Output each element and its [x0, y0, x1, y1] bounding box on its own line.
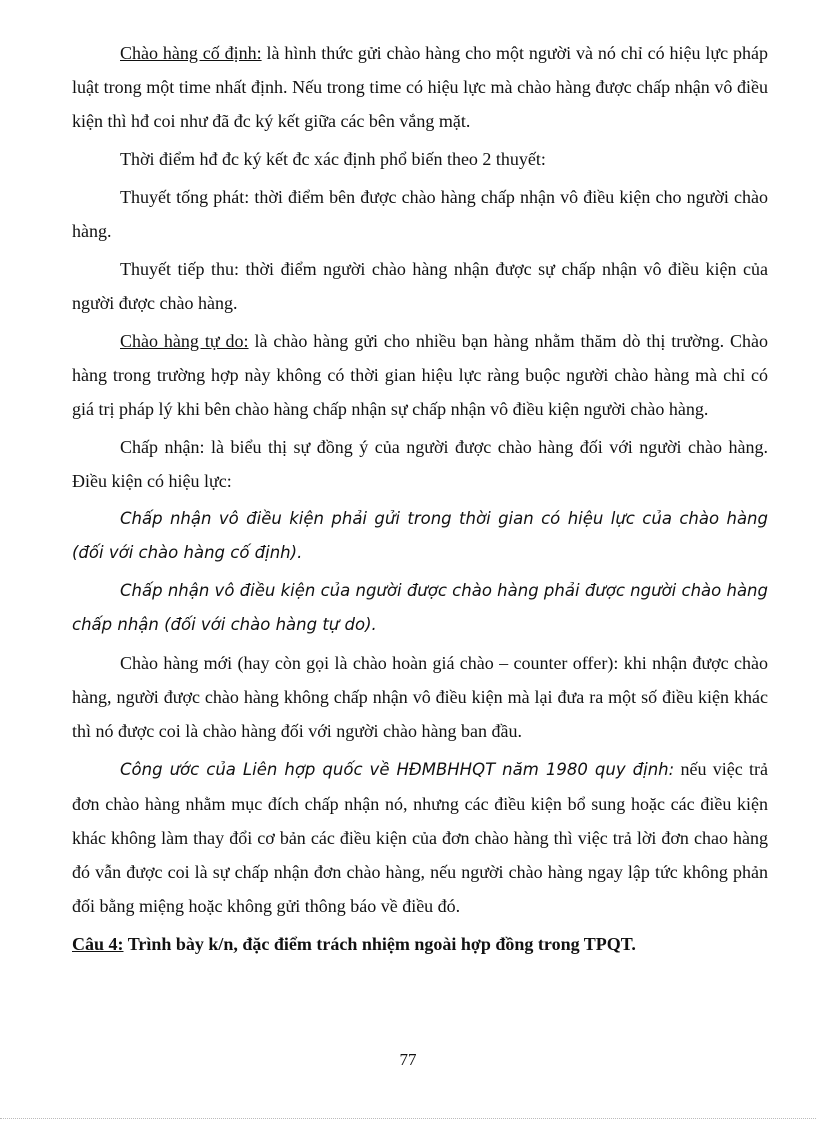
document-page	[72, 36, 768, 961]
paragraph-acceptance-condition-1: Chấp nhận vô điều kiện phải gửi trong thời gian có hiệu lực của chào hàng (đối với chào hàng cố định).	[72, 509, 768, 562]
paragraph-convention	[72, 752, 768, 923]
question-label: Câu 4:	[72, 934, 124, 954]
paragraph-counter-offer: Chào hàng mới (hay còn gọi là chào hoàn giá chào – counter offer): khi nhận được chào hàng, người được chào hàng không chấp nhận vô điều kiện mà lại đưa ra một số điều kiện khác thì nó được coi là chào hàng đối với người chào hàng ban đầu.	[72, 653, 768, 741]
free-offer-text: là chào hàng gửi cho nhiều bạn hàng nhằm thăm dò thị trường. Chào hàng trong trường hợp này không có thời gian hiệu lực ràng buộc người chào hàng mà chỉ có giá trị pháp lý khi bên chào hàng chấp nhận sự chấp nhận vô điều kiện người chào hàng.	[72, 331, 769, 419]
paragraph-acceptance: Chấp nhận: là biểu thị sự đồng ý của người được chào hàng đối với người chào hàng. Điều kiện có hiệu lực:	[72, 437, 768, 491]
paragraph-dispatch-theory: Thuyết tống phát: thời điểm bên được chào hàng chấp nhận vô điều kiện cho người chào hàng.	[72, 187, 768, 241]
paragraph-contract-time: Thời điểm hđ đc ký kết đc xác định phổ biến theo 2 thuyết:	[120, 149, 546, 169]
paragraph-receipt-theory: Thuyết tiếp thu: thời điểm người chào hàng nhận được sự chấp nhận vô điều kiện của người được chào hàng.	[72, 259, 768, 313]
convention-lead: Công ước của Liên hợp quốc về HĐMBHHQT năm 1980 quy định:	[120, 760, 675, 779]
paragraph-acceptance-condition-2: Chấp nhận vô điều kiện của người được chào hàng phải được người chào hàng chấp nhận (đối với chào hàng tự do).	[72, 581, 768, 634]
question-heading	[72, 927, 768, 961]
page-number: 77	[399, 1050, 417, 1069]
question-text: Trình bày k/n, đặc điểm trách nhiệm ngoài hợp đồng trong TPQT.	[123, 934, 636, 954]
convention-text: nếu việc trả đơn chào hàng nhằm mục đích chấp nhận nó, nhưng các điều kiện bổ sung hoặc các điều kiện khác không làm thay đổi cơ bản các điều kiện của đơn chào hàng thì việc trả lời đơn chao hàng đó vẫn được coi là sự chấp nhận đơn chào hàng, nếu người chào hàng ngay lập tức không phản đối bằng miệng hoặc không gửi thông báo về điều đó.	[72, 759, 769, 916]
fixed-offer-text: là hình thức gửi chào hàng cho một người và nó chỉ có hiệu lực pháp luật trong một time nhất định. Nếu trong time có hiệu lực mà chào hàng được chấp nhận vô điều kiện thì hđ coi như đã đc ký kết giữa các bên vắng mặt.	[72, 43, 768, 131]
paragraph-free-offer	[72, 324, 768, 426]
paragraph-fixed-offer	[72, 36, 768, 138]
term-fixed-offer: Chào hàng cố định:	[120, 43, 262, 63]
term-free-offer: Chào hàng tự do:	[120, 331, 249, 351]
page-bottom-divider	[0, 1118, 816, 1119]
